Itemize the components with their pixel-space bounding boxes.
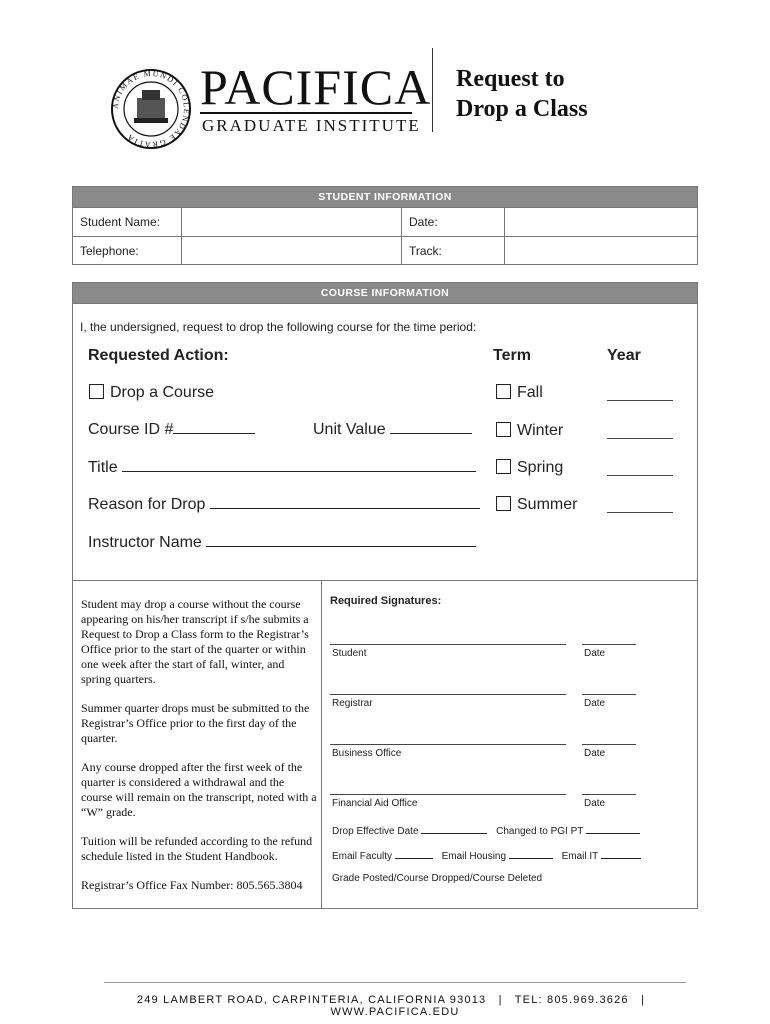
required-signatures-heading: Required Signatures: — [330, 595, 442, 607]
course-intro: I, the undersigned, request to drop the following course for the time period: — [80, 320, 477, 334]
drop-effective-label: Drop Effective Date — [332, 826, 419, 837]
policy-notes — [81, 597, 317, 907]
email-faculty-label: Email Faculty — [332, 851, 393, 862]
header-divider — [432, 48, 433, 132]
title-line-2: Drop a Class — [456, 96, 588, 122]
footer-telephone: TEL: 805.969.3626 — [514, 994, 629, 1006]
year-field-spring[interactable] — [607, 475, 673, 476]
title-row — [88, 457, 476, 477]
student-name-label: Student Name: — [80, 215, 161, 229]
drop-effective-field[interactable] — [421, 823, 487, 834]
term-spring-label: Spring — [517, 459, 564, 476]
financial-date-label: Date — [584, 798, 606, 809]
unit-value-field[interactable] — [390, 419, 472, 434]
policy-note-4: Tuition will be refunded according to the refund schedule listed in the Student Handbook. — [81, 834, 313, 863]
student-date-label: Date — [584, 648, 606, 659]
title-line-1: Request to — [456, 66, 565, 92]
footer — [104, 994, 686, 1018]
svg-text:ANIMAE MUNDI COLENDAE GRATIA: ANIMAE MUNDI COLENDAE GRATIA — [110, 68, 192, 150]
term-option-winter[interactable] — [496, 422, 563, 440]
reason-row — [88, 494, 480, 514]
business-date-line[interactable] — [582, 744, 636, 745]
telephone-field[interactable] — [183, 238, 399, 263]
unit-value-label: Unit Value — [313, 421, 386, 438]
course-id-label: Course ID # — [88, 421, 174, 438]
instructor-field[interactable] — [206, 532, 476, 547]
title-label: Title — [88, 459, 118, 476]
year-field-winter[interactable] — [607, 438, 673, 439]
email-housing-label: Email Housing — [441, 851, 507, 862]
spring-checkbox[interactable] — [496, 459, 511, 474]
student-info-heading: STUDENT INFORMATION — [73, 187, 697, 208]
instructor-row — [88, 532, 476, 552]
term-option-summer[interactable] — [496, 496, 577, 514]
winter-checkbox[interactable] — [496, 422, 511, 437]
year-field-summer[interactable] — [607, 512, 673, 513]
course-info-section — [72, 282, 698, 909]
drop-course-label: Drop a Course — [110, 384, 215, 401]
reason-label: Reason for Drop — [88, 496, 206, 513]
changed-pgi-label: Changed to PGI PT — [496, 826, 584, 837]
institute-seal — [110, 68, 192, 150]
footer-website[interactable]: WWW.PACIFICA.EDU — [330, 1006, 460, 1018]
term-option-spring[interactable] — [496, 459, 563, 477]
student-name-field[interactable] — [183, 209, 399, 235]
brand-name: PACIFICA — [200, 59, 432, 115]
unit-value-row — [313, 419, 472, 439]
title-field[interactable] — [122, 457, 476, 472]
drop-course-checkbox[interactable] — [89, 384, 104, 399]
reason-field[interactable] — [210, 494, 480, 509]
fax-number: Registrar’s Office Fax Number: 805.565.3804 — [81, 878, 303, 892]
date-label: Date: — [409, 215, 438, 229]
business-signature-line[interactable] — [330, 744, 566, 745]
policy-note-1: Student may drop a course without the course appearing on his/her transcript if s/he submits a Request to Drop a Class form to the Registrar’s Office prior to the start of the quarter or within one week after the start of fall, winter, and spring quarters. — [81, 597, 309, 686]
student-date-line[interactable] — [582, 644, 636, 645]
course-id-field[interactable] — [173, 419, 255, 434]
email-housing-field[interactable] — [509, 848, 553, 859]
track-field[interactable] — [506, 238, 694, 263]
term-label: Term — [493, 347, 531, 364]
email-it-label: Email IT — [561, 851, 599, 862]
business-date-label: Date — [584, 748, 606, 759]
term-winter-label: Winter — [517, 422, 564, 439]
summer-checkbox[interactable] — [496, 496, 511, 511]
drop-course-option[interactable] — [89, 384, 214, 402]
document-title — [456, 64, 588, 124]
policy-note-2: Summer quarter drops must be submitted to the Registrar’s Office prior to the first day of the quarter. — [81, 701, 310, 745]
brand-subtitle: GRADUATE INSTITUTE — [202, 116, 421, 135]
financial-date-line[interactable] — [582, 794, 636, 795]
requested-action-label: Requested Action: — [88, 347, 229, 364]
term-fall-label: Fall — [517, 384, 543, 401]
track-label: Track: — [409, 244, 442, 258]
term-summer-label: Summer — [517, 496, 578, 513]
student-signature-line[interactable] — [330, 644, 566, 645]
financial-signature-line[interactable] — [330, 794, 566, 795]
footer-separator: | — [498, 994, 503, 1006]
student-signature-label: Student — [332, 648, 367, 659]
brand-rule — [200, 112, 412, 114]
student-info-section — [72, 186, 698, 265]
instructor-label: Instructor Name — [88, 534, 202, 551]
registrar-signature-line[interactable] — [330, 694, 566, 695]
footer-address: 249 LAMBERT ROAD, CARPINTERIA, CALIFORNIA 93013 — [136, 994, 487, 1006]
financial-signature-label: Financial Aid Office — [332, 798, 418, 809]
business-signature-label: Business Office — [332, 748, 402, 759]
registrar-date-line[interactable] — [582, 694, 636, 695]
email-it-field[interactable] — [601, 848, 641, 859]
date-field[interactable] — [506, 209, 694, 235]
fall-checkbox[interactable] — [496, 384, 511, 399]
year-label: Year — [607, 347, 641, 364]
registrar-signature-label: Registrar — [332, 698, 373, 709]
footer-rule — [104, 982, 686, 983]
grade-posted-label: Grade Posted/Course Dropped/Course Deleted — [332, 873, 543, 884]
email-faculty-field[interactable] — [395, 848, 433, 859]
telephone-label: Telephone: — [80, 244, 139, 258]
year-field-fall[interactable] — [607, 400, 673, 401]
term-option-fall[interactable] — [496, 384, 543, 402]
course-id-row — [88, 419, 255, 439]
changed-pgi-field[interactable] — [586, 823, 640, 834]
drop-effective-row — [332, 823, 640, 837]
course-info-heading: COURSE INFORMATION — [73, 283, 697, 304]
policy-note-3: Any course dropped after the first week of the quarter is considered a withdrawal and the course will remain on the transcript, noted with a “W” grade. — [81, 760, 317, 819]
footer-separator: | — [641, 994, 646, 1006]
email-row — [332, 848, 641, 862]
registrar-date-label: Date — [584, 698, 606, 709]
